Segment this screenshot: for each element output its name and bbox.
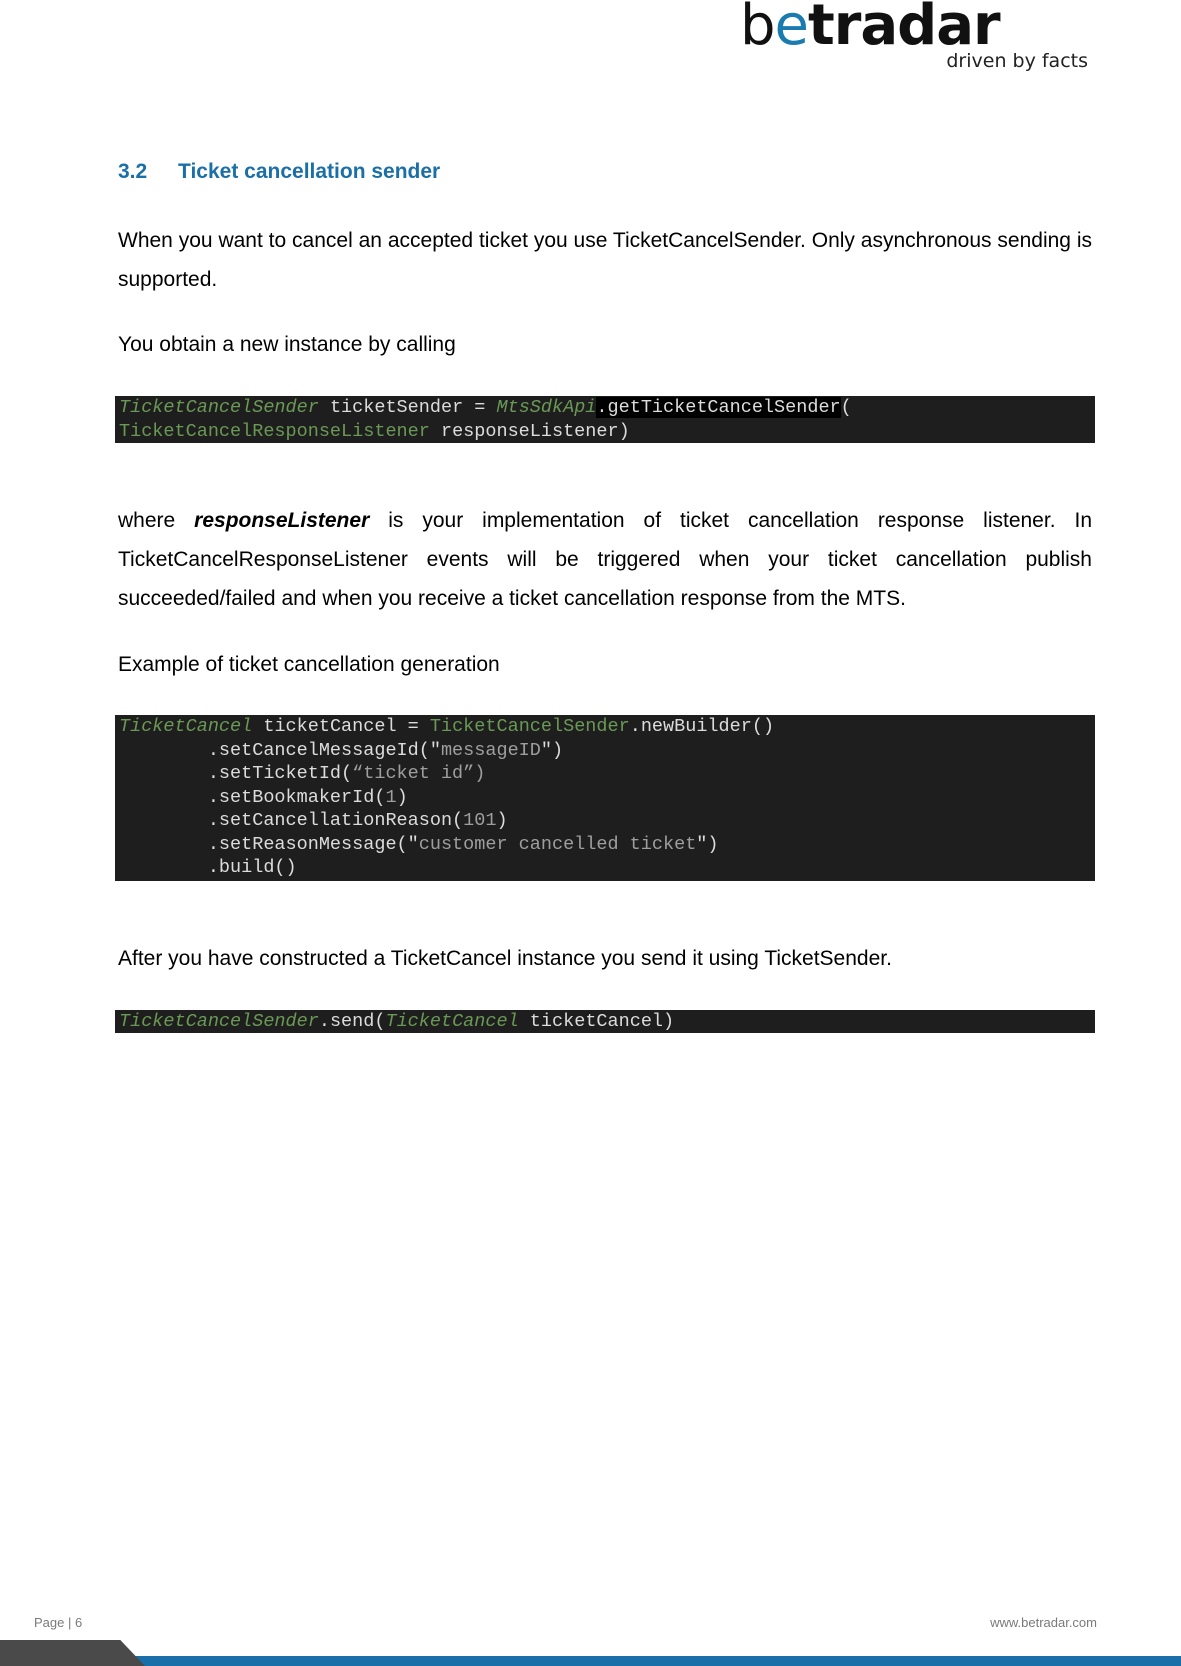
listener-paragraph: where responseListener is your implementation of ticket cancellation response listener. In TicketCancelResponseListener events will be triggered when your ticket cancellation publish succeeded/failed and when you receive a ticket cancellation response from the MTS. (118, 509, 1093, 610)
footer-bar-blue (0, 1656, 1181, 1666)
instance-paragraph: You obtain a new instance by calling (118, 333, 456, 356)
website-link[interactable]: www.betradar.com (990, 1615, 1097, 1630)
page-number: Page | 6 (34, 1615, 83, 1630)
response-listener-term: responseListener (194, 509, 370, 532)
code-block-get-sender: TicketCancelSender ticketSender = MtsSdkApi.getTicketCancelSender( TicketCancelResponseListener responseListener) (115, 396, 1095, 443)
section-number: 3.2 (118, 160, 148, 183)
intro-paragraph: When you want to cancel an accepted ticket you use TicketCancelSender. Only asynchronous sending is supported. (118, 229, 1092, 291)
section-title: Ticket cancellation sender (178, 160, 441, 183)
code-block-build-cancel: TicketCancel ticketCancel = TicketCancelSender.newBuilder() .setCancelMessageId("messageID") .setTicketId(“ticket id”) .setBookmakerId(1) .setCancellationReason(101) .setReasonMessage("customer cancelled ticket") .build() (115, 715, 1095, 881)
logo-tagline: driven by facts (946, 50, 1088, 72)
example-paragraph: Example of ticket cancellation generation (118, 653, 500, 676)
send-paragraph: After you have constructed a TicketCancel instance you send it using TicketSender. (118, 947, 892, 970)
section-heading (118, 160, 440, 184)
betradar-logo (740, 0, 1090, 80)
code-block-send: TicketCancelSender.send(TicketCancel ticketCancel) (115, 1010, 1095, 1033)
footer-bar-gray (0, 1640, 145, 1666)
logo-wordmark: betradar (740, 0, 1000, 58)
